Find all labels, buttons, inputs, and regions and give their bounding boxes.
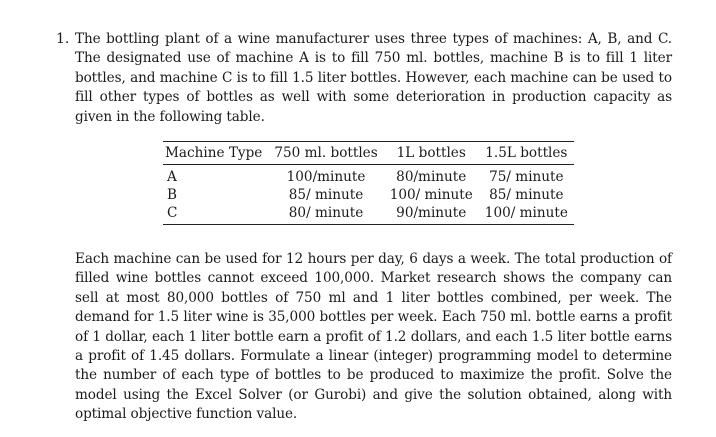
problem-description: Each machine can be used for 12 hours per day, 6 days a week. The total production of filled wine bottles cannot exceed 100,000. Market research shows the company can sell at most 80,000 bottles of 750 ml and 1 liter bottles combined, per week. The demand for 1.5 liter wine is 35,000 bottles per week. Each 750 ml. bottle earns a profit of 1 dollar, each 1 liter bottle earn a profit of 1.2 dollars, and each 1.5 liter bottle earns a profit of 1.45 dollars. Formulate a linear (integer) programming model to determine the number of each type of bottles to be produced to maximize the profit. Solve the model using the Excel Solver (or Gurobi) and give the solution obtained, along with optimal objective function value. bbox=[75, 251, 672, 423]
table-row bbox=[163, 204, 574, 225]
machine-label: A bbox=[167, 169, 177, 186]
header-750ml: 750 ml. bottles bbox=[268, 142, 383, 165]
table-header-row bbox=[163, 142, 574, 165]
header-1l: 1L bottles bbox=[384, 142, 479, 165]
header-machine-type: Machine Type bbox=[163, 142, 268, 165]
rate-1l: 90/minute bbox=[384, 204, 479, 225]
rate-750ml: 85/ minute bbox=[288, 187, 364, 204]
machine-label: C bbox=[163, 204, 268, 225]
rate-1-5l: 75/ minute bbox=[489, 169, 564, 186]
problem-body bbox=[75, 30, 672, 425]
table-row bbox=[163, 165, 574, 187]
rate-1l: 80/minute bbox=[396, 169, 467, 186]
problem-number: 1. bbox=[56, 31, 70, 47]
capacity-table-wrapper bbox=[163, 141, 583, 225]
rate-1-5l: 85/ minute bbox=[489, 187, 564, 204]
rate-750ml: 100/minute bbox=[286, 169, 366, 186]
rate-1l: 100/ minute bbox=[389, 187, 473, 204]
header-1-5l: 1.5L bottles bbox=[479, 142, 574, 165]
capacity-table bbox=[163, 141, 574, 225]
table-row bbox=[163, 186, 574, 204]
rate-1-5l: 100/ minute bbox=[479, 204, 574, 225]
machine-label: B bbox=[167, 187, 177, 204]
rate-750ml: 80/ minute bbox=[268, 204, 383, 225]
problem-intro: The bottling plant of a wine manufacturer uses three types of machines: A, B, and C. The designated use of machine A is to fill 750 ml. bottles, machine B is to fill 1 liter bottles, and machine C is to fill 1.5 liter bottles. However, each machine can be used to fill other types of bottles as well with some deterioration in production capacity as given in the following table. bbox=[75, 31, 672, 125]
